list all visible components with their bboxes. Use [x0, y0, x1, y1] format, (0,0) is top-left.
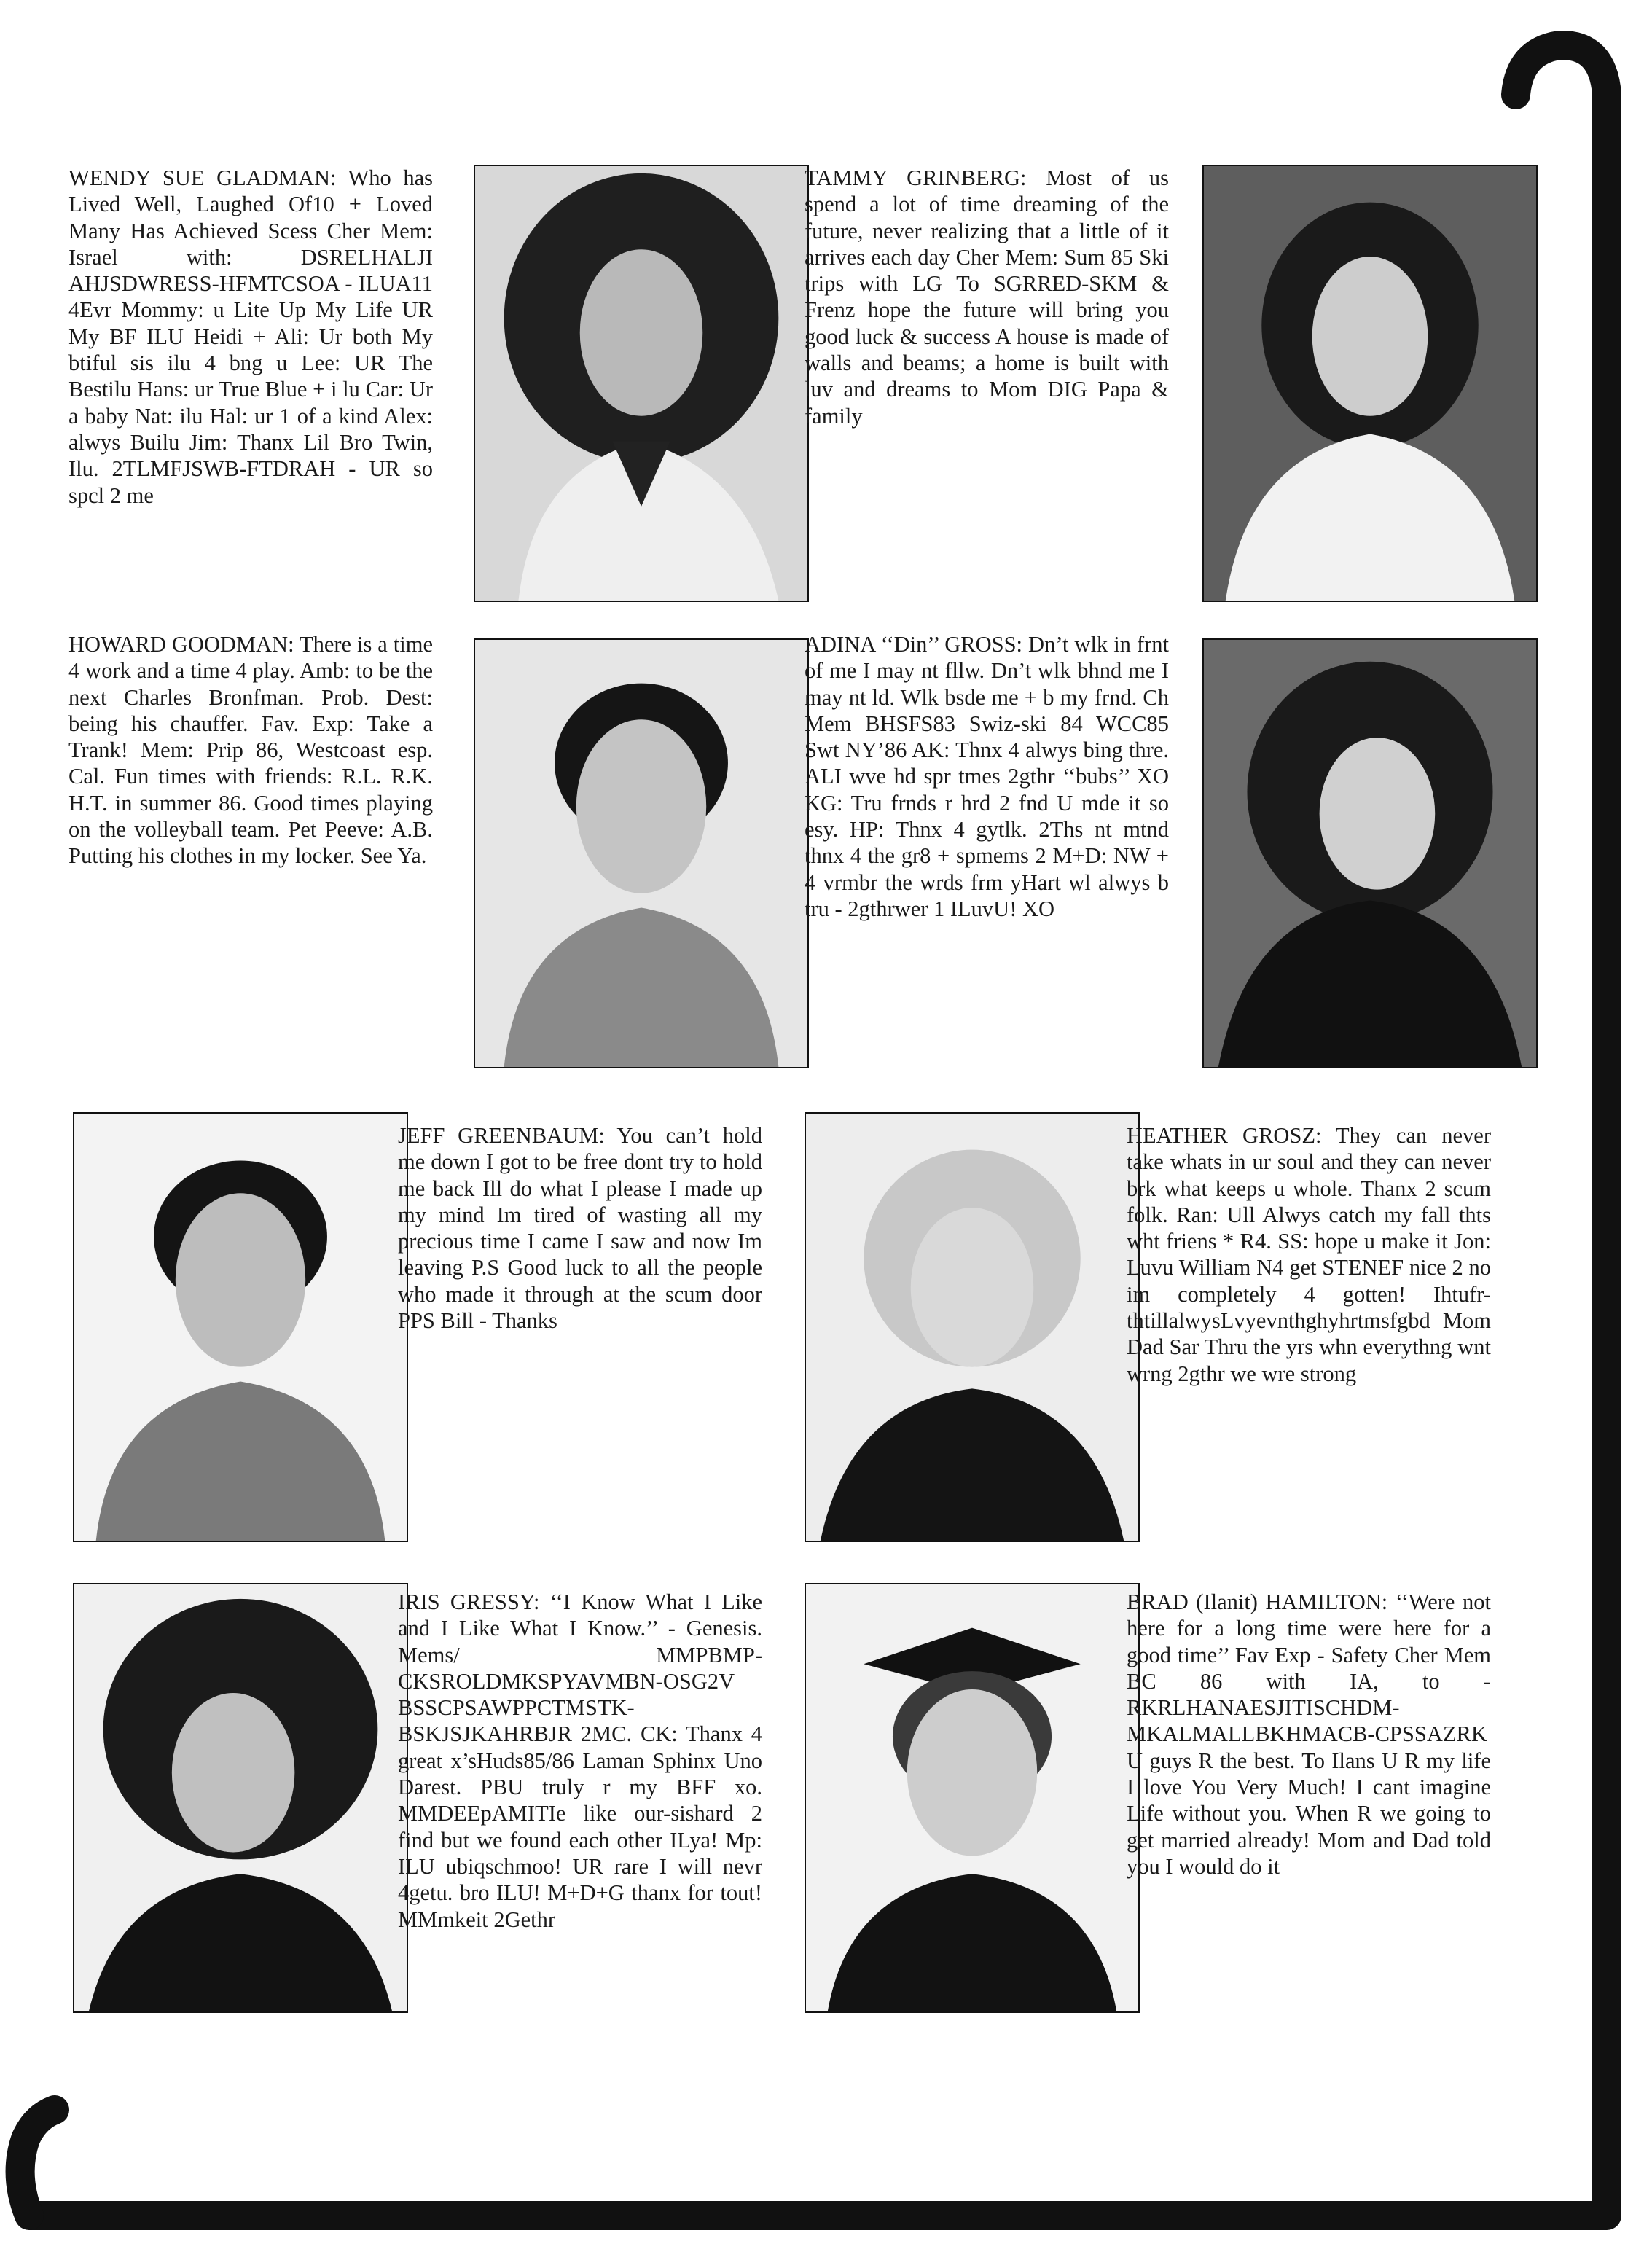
entry-gladman: WENDY SUE GLADMAN: Who has Lived Well, Laughed Of10 + Loved Many Has Achieved Scess Cher Mem: Israel with: DSRELHALJI AHJSDWRESS-HFMTCSOA - ILUA11 4Evr Mommy: u Lite Up My Life UR My BF ILU Heidi + Ali: Ur both My btiful sis ilu 4 bng u Lee: UR The Bestilu Hans: ur True Blue + i lu Car: Ur a baby Nat: ilu Hal: ur 1 of a kind Alex: alwys Builu Jim: Thanx Lil Bro Twin, Ilu. 2TLMFJSWB-FTDRAH - UR so spcl 2 me — [68, 165, 433, 508]
entry-hamilton: BRAD (Ilanit) HAMILTON: ‘‘Were not here for a long time were here for a good time’’ Fav Exp - Safety Cher Mem BC 86 with IA, to - RKRLHANAESJITISCHDM-MKALMALLBKHMACB-CPSSAZRK U guys R the best. To Ilans U R my life I love You Very Much! I cant imagine Life without you. When R we going to get married already! Mom and Dad told you I would do it — [1127, 1589, 1491, 1879]
portrait-gladman-image — [475, 166, 807, 601]
portrait-photo-grinberg — [1202, 165, 1538, 602]
portrait-greenbaum-image — [74, 1114, 407, 1541]
portrait-photo-hamilton — [805, 1583, 1140, 2013]
portrait-photo-grosz — [805, 1112, 1140, 1542]
entry-goodman: HOWARD GOODMAN: There is a time 4 work and a time 4 play. Amb: to be the next Charles Bronfman. Prob. Dest: being his chauffer. Fav. Exp: Take a Trank! Mem: Prip 86, Westcoast esp. Cal. Fun times with friends: R.L. R.K. H.T. in summer 86. Good times playing on the volleyball team. Pet Peeve: A.B. Putting his clothes in my locker. See Ya. — [68, 632, 433, 869]
portrait-photo-greenbaum — [73, 1112, 408, 1542]
portrait-photo-gladman — [474, 165, 809, 602]
portrait-grosz-image — [806, 1114, 1138, 1541]
portrait-photo-gross — [1202, 638, 1538, 1068]
entry-greenbaum: JEFF GREENBAUM: You can’t hold me down I got to be free dont try to hold me back Ill do what I please I made up my mind Im tired of wasting all my precious time I came I saw and now Im leaving P.S Good luck to all the people who made it through at the scum door PPS Bill - Thanks — [398, 1123, 762, 1334]
entry-gross: ADINA ‘‘Din’’ GROSS: Dn’t wlk in frnt of me I may nt fllw. Dn’t wlk bhnd me I may nt ld. Wlk bsde me + b my frnd. Ch Mem BHSFS83 Swiz-ski 84 WCC85 Swt NY’86 AK: Thnx 4 alwys bing thre. ALI wve hd spr tmes 2gthr ‘‘bubs’’ XO KG: Tru frnds r hrd 2 fnd U mde it so esy. HP: Thnx 4 gytlk. 2Ths nt mtnd thnx 4 the gr8 + spmems 2 M+D: NW + 4 vrmbr the wrds frm yHart wl alwys b tru - 2gthrwer 1 ILuvU! XO — [805, 632, 1169, 921]
portrait-photo-gressy — [73, 1583, 408, 2013]
portrait-gressy-image — [74, 1584, 407, 2011]
portrait-goodman-image — [475, 640, 807, 1067]
portrait-grinberg-image — [1204, 166, 1536, 601]
portrait-gross-image — [1204, 640, 1536, 1067]
entry-gressy: IRIS GRESSY: ‘‘I Know What I Like and I Like What I Know.’’ - Genesis. Mems/ MMPBMP-CKSROLDMKSPYAVMBN-OSG2V BSSCPSAWPPCTMSTK-BSKJSJKAHRBJR 2MC. CK: Thanx 4 great x’sHuds85/86 Laman Sphinx Uno Darest. PBU truly r my BFF xo. MMDEEpAMITIe like our-sishard 2 find but we found each other ILya! Mp: ILU ubiqschmoo! UR rare I will nevr 4getu. bro ILU! M+D+G thanx for tout! MMmkeit 2Gethr — [398, 1589, 762, 1932]
portrait-hamilton-image — [806, 1584, 1138, 2011]
entry-grinberg: TAMMY GRINBERG: Most of us spend a lot of time dreaming of the future, never realizing that a little of it arrives each day Cher Mem: Sum 85 Ski trips with LG To SGRRED-SKM & Frenz hope the future will bring you good luck & success A house is made of walls and beams; a home is built with luv and dreams to Mom DIG Papa & family — [805, 165, 1169, 429]
portrait-photo-goodman — [474, 638, 809, 1068]
entry-grosz: HEATHER GROSZ: They can never take whats in ur soul and they can never brk what keeps u whole. Thanx 2 scum folk. Ran: Ull Alwys catch my fall thts wht friens * R4. SS: hope u make it Jon: Luvu William N4 get STENEF nice 2 no im completely 4 gotten! Ihtufr-thtillalwysLvyevnthghyhrtmsfgbd Mom Dad Sar Thru the yrs whn everythng wnt wrng 2gthr we wre strong — [1127, 1123, 1491, 1386]
